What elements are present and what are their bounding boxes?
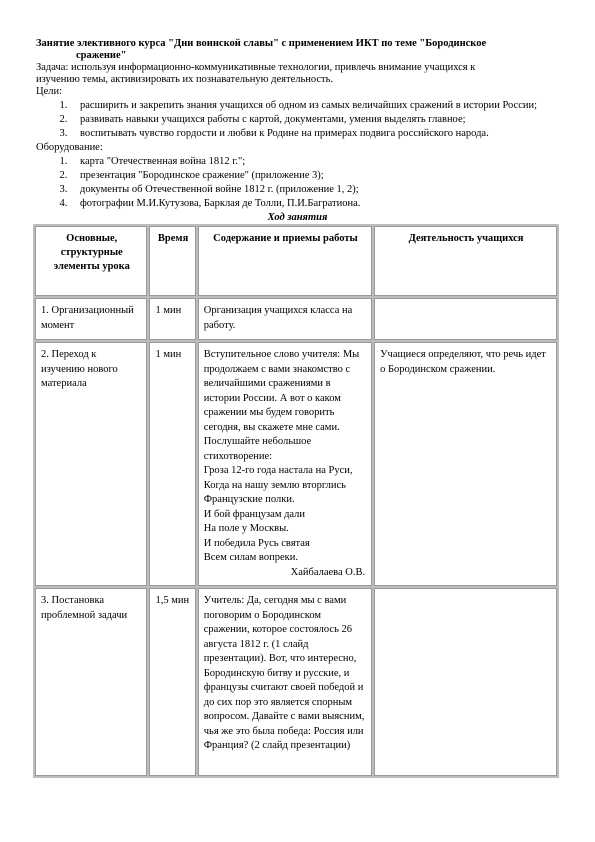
content-intro: Вступительное слово учителя: Мы продолжаем с вами знакомство с величайшими сражениями в истории России. А вот о каком сражении мы будем говорить сегодня, вы скажете мне сами. Послушайте небольшое стихотворение: xyxy=(203,349,360,462)
document-page xyxy=(36,38,559,778)
cell-time: 1 мин xyxy=(149,298,195,340)
table-row xyxy=(35,298,557,340)
equipment-item: 3. документы об Отечественной войне 1812 г. (приложение 1, 2); xyxy=(70,184,559,196)
poem-line: На поле у Москвы. xyxy=(203,523,289,534)
cell-time: 1,5 мин xyxy=(149,588,195,776)
task-line-2: изучению темы, активизировать их познавательную деятельность. xyxy=(36,74,334,85)
header-cell-elements: Основные, структурные элементы урока xyxy=(35,226,147,296)
table-row xyxy=(35,588,557,776)
goals-list xyxy=(36,100,559,140)
goal-item: 2. развивать навыки учащихся работы с картой, документами, умения выделять главное; xyxy=(70,114,559,126)
table-row xyxy=(35,342,557,586)
cell-element: 1. Организационный момент xyxy=(35,298,147,340)
task-paragraph xyxy=(36,62,559,86)
task-line-1: Задача: используя информационно-коммуникативные технологии, привлечь внимание учащихся к xyxy=(36,62,476,73)
poem-author: Хайбалаева О.В. xyxy=(290,566,366,578)
cell-activity: Учащиеся определяют, что речь идет о Бородинском сражении. xyxy=(374,342,557,586)
poem-line: Когда на нашу землю вторглись xyxy=(203,479,346,491)
lesson-table xyxy=(33,224,559,778)
poem-line: Гроза 12-го года настала на Руси, xyxy=(203,465,353,476)
cell-content: Организация учащихся класса на работу. xyxy=(198,298,372,340)
equipment-item: 1. карта "Отечественная война 1812 г."; xyxy=(70,156,559,168)
document-title xyxy=(36,38,559,62)
equipment-item: 2. презентация "Бородинское сражение" (приложение 3); xyxy=(70,170,559,182)
title-line-2: сражение" xyxy=(76,50,127,61)
equipment-label: Оборудование: xyxy=(36,142,103,153)
cell-element: 2. Переход к изучению нового материала xyxy=(35,342,147,586)
goals-label: Цели: xyxy=(36,86,63,97)
header-cell-content: Содержание и приемы работы xyxy=(198,226,372,296)
cell-content: Учитель: Да, сегодня мы с вами поговорим о Бородинском сражении, которое состоялось 26 августа 1812 г. (1 слайд презентации). Вот, что интересно, Бородинскую битву и русские, и французы считают своей победой и до сих пор это является спорным вопросом. Давайте с вами выясним, чья же это была победа: Россия или Франция? (2 слайд презентации) xyxy=(198,588,372,776)
table-header-row xyxy=(35,226,557,296)
poem-line: Французские полки. xyxy=(203,494,295,505)
cell-time: 1 мин xyxy=(149,342,195,586)
goal-item: 3. воспитывать чувство гордости и любви к Родине на примерах подвига российского народа. xyxy=(70,128,559,140)
cell-element: 3. Постановка проблемной задачи xyxy=(35,588,147,776)
cell-content xyxy=(198,342,372,586)
header-cell-activity: Деятельность учащихся xyxy=(374,226,557,296)
cell-activity xyxy=(374,298,557,340)
poem-line: И бой французам дали xyxy=(203,508,306,520)
goal-item: 1. расширить и закрепить знания учащихся об одном из самых величайших сражений в истории России; xyxy=(70,100,559,112)
header-cell-time: Время xyxy=(149,226,195,296)
poem-line: И победила Русь святая xyxy=(203,537,310,549)
section-heading: Ход занятия xyxy=(267,212,328,223)
equipment-list xyxy=(36,156,559,210)
equipment-item: 4. фотографии М.И.Кутузова, Барклая де Толли, П.И.Багратиона. xyxy=(70,198,559,210)
poem-line: Всем силам вопреки. xyxy=(203,552,298,563)
cell-activity xyxy=(374,588,557,776)
title-line-1: Занятие элективного курса "Дни воинской славы" с применением ИКТ по теме "Бородинское xyxy=(36,38,487,49)
